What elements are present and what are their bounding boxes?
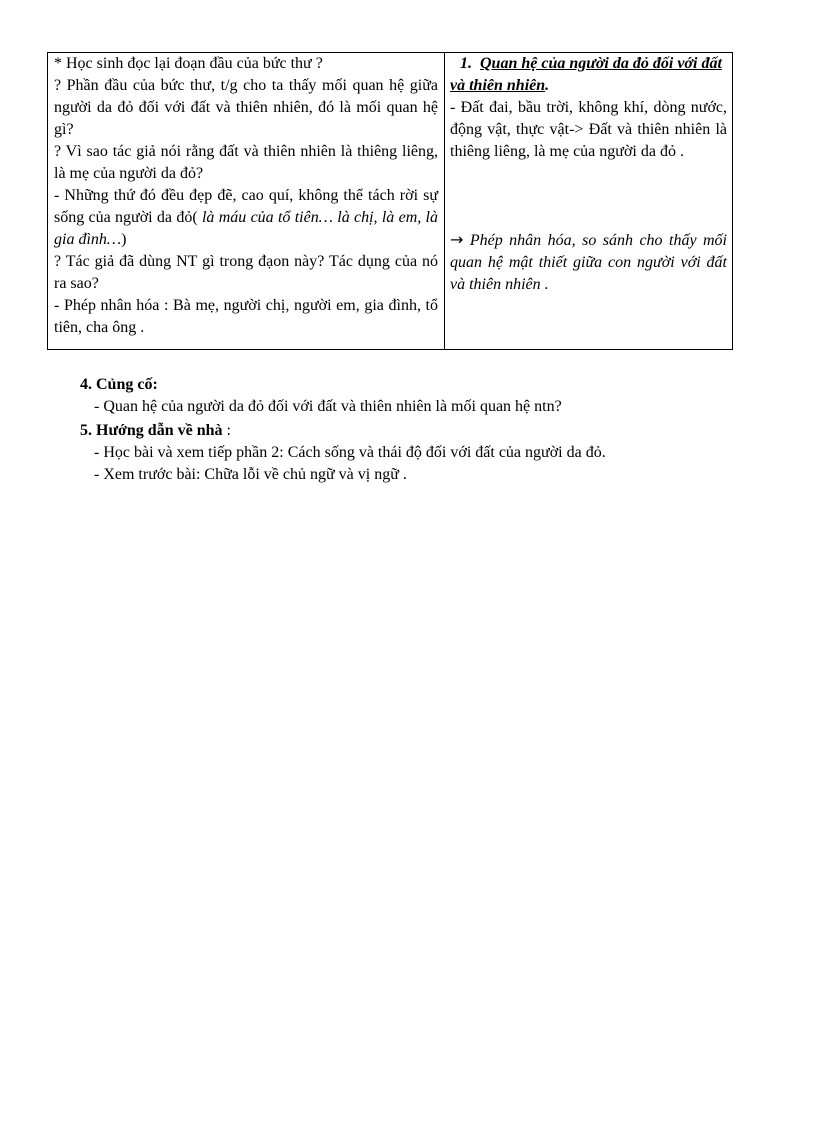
section-4-number: 4.	[80, 376, 92, 393]
section-5-suffix: :	[222, 422, 231, 439]
right-heading-number: 1.	[460, 55, 472, 72]
right-p1: - Đất đai, bầu trời, không khí, dòng nước, động vật, thực vật-> Đất và thiên nhiên là thiêng liêng, là mẹ của người da đỏ .	[450, 99, 727, 160]
left-p4	[54, 185, 438, 251]
section-5-title	[80, 420, 760, 442]
section-5-number: 5.	[80, 422, 92, 439]
left-p3: ? Vì sao tác giả nói rằng đất và thiên nhiên là thiêng liêng, là mẹ của người da đỏ?	[54, 143, 438, 182]
left-p1: * Học sinh đọc lại đoạn đầu của bức thư ?	[54, 55, 323, 72]
table-right-column	[445, 53, 732, 349]
lesson-table	[47, 52, 733, 350]
section-5-item-1: - Học bài và xem tiếp phần 2: Cách sống và thái độ đối với đất của người da đỏ.	[94, 444, 606, 461]
right-spacer	[450, 163, 727, 229]
left-p5: ? Tác giả đã dùng NT gì trong đạon này? Tác dụng của nó ra sao?	[54, 253, 438, 292]
right-heading-text: Quan hệ của người da đỏ đối với đất và thiên nhiên	[450, 55, 722, 94]
right-heading	[450, 53, 727, 97]
section-5	[80, 420, 760, 486]
section-5-label: Hướng dẫn về nhà	[96, 422, 223, 439]
section-4-title	[80, 374, 760, 396]
left-p4-text: - Những thứ đó đều đẹp đẽ, cao quí, không thể tách rời sự sống của người da đỏ(	[54, 187, 438, 226]
table-left-column	[48, 53, 445, 349]
section-4-label: Củng cố:	[96, 376, 158, 393]
right-p2-text: Phép nhân hóa, so sánh cho thấy mối quan hệ mật thiết giữa con người với đất và thiên nhiên .	[450, 232, 727, 293]
section-5-item-2: - Xem trước bài: Chữa lỗi về chủ ngữ và vị ngữ .	[94, 466, 407, 483]
right-heading-end: .	[545, 77, 550, 94]
right-p2	[450, 229, 727, 296]
arrow-right-icon: →	[450, 230, 464, 249]
section-4-item-1: - Quan hệ của người da đỏ đối với đất và thiên nhiên là mối quan hệ ntn?	[94, 398, 562, 415]
left-p4-end: )	[121, 231, 127, 248]
left-p2: ? Phần đầu của bức thư, t/g cho ta thấy mối quan hệ giữa người da đỏ đối với đất và thiên nhiên, đó là mối quan hệ gì?	[54, 77, 438, 138]
section-4	[80, 374, 760, 418]
left-p6: - Phép nhân hóa : Bà mẹ, người chị, người em, gia đình, tổ tiên, cha ông .	[54, 297, 438, 336]
left-p4-italic: là máu của tổ tiên… là chị, là em, là gia đình…	[54, 209, 438, 248]
